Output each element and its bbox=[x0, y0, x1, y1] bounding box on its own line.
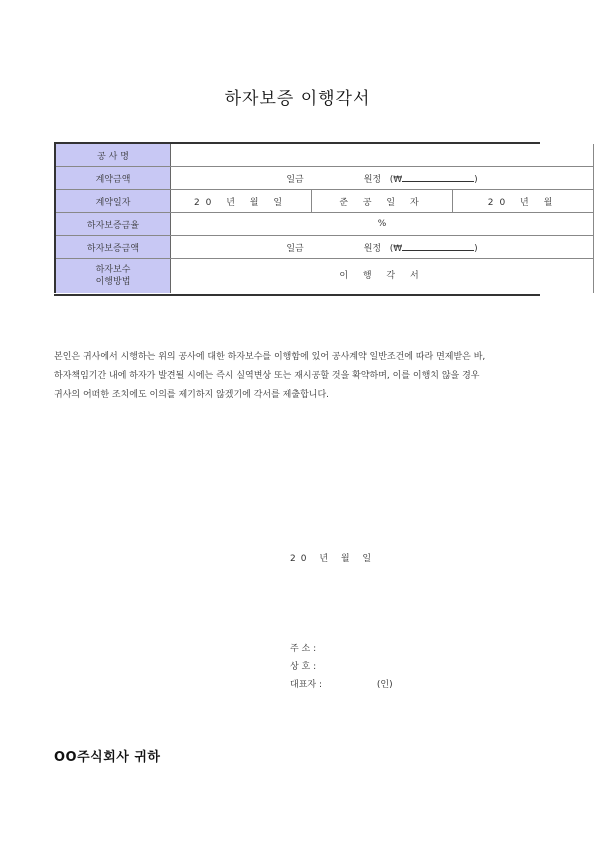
unit-ilgeum: 일금 bbox=[286, 174, 304, 185]
paren-close: ) bbox=[474, 174, 478, 185]
unit-ilgeum: 일금 bbox=[286, 243, 304, 254]
table-row bbox=[55, 236, 594, 259]
repair-method-field[interactable]: 이 행 각 서 bbox=[171, 259, 594, 294]
unit-wonjeong: 원정 bbox=[363, 174, 382, 185]
paren-close: ) bbox=[474, 243, 478, 254]
paren-open: (₩ bbox=[389, 174, 403, 185]
row-label-repair-method bbox=[55, 259, 171, 294]
document-title: 하자보증 이행각서 bbox=[224, 89, 371, 109]
guarantee-amount-field[interactable] bbox=[171, 236, 594, 259]
row-label-contract-amount: 계약금액 bbox=[55, 167, 171, 190]
row-label-project: 공 사 명 bbox=[55, 144, 171, 167]
unit-wonjeong: 원정 bbox=[363, 243, 382, 254]
table-row bbox=[55, 167, 594, 190]
company-line bbox=[290, 659, 316, 672]
body-paragraph: 본인은 귀사에서 시행하는 위의 공사에 대한 하자보수를 이행함에 있어 공사계약 일반조건에 따라 면제받은 바, 하자책임기간 내에 하자가 발견될 시에는 즉시 실역변상 또는 재시공할 것을 확약하며, 이를 이행치 않을 경우 귀사의 어떠한 조치에도 이의를 제기하지 않겠기에 각서를 제출합니다. bbox=[54, 352, 486, 400]
addressee: OO주식회사 귀하 bbox=[54, 750, 161, 765]
contract-amount-field[interactable] bbox=[171, 167, 594, 190]
paren-open: (₩ bbox=[389, 243, 403, 254]
table-row bbox=[55, 213, 594, 236]
label-line: 이행방법 bbox=[95, 277, 131, 287]
label-line: 하자보수 bbox=[95, 265, 131, 275]
project-name-field[interactable] bbox=[171, 144, 594, 167]
won-paren bbox=[364, 241, 478, 254]
won-paren bbox=[364, 172, 478, 185]
company-label: 상 호 : bbox=[290, 662, 317, 672]
representative-label: 대표자 : bbox=[290, 680, 322, 690]
representative-line bbox=[290, 677, 393, 690]
address-label: 주 소 : bbox=[290, 644, 317, 654]
table-row bbox=[55, 259, 594, 294]
table-row bbox=[55, 144, 594, 167]
contract-date-field[interactable]: 20 년 월 일 bbox=[171, 190, 312, 213]
completion-date-field[interactable]: 20 년 월 bbox=[453, 190, 594, 213]
amount-blank bbox=[402, 173, 474, 182]
address-line bbox=[290, 641, 316, 654]
seal-mark: (인) bbox=[376, 680, 393, 690]
row-label-guarantee-rate: 하자보증금율 bbox=[55, 213, 171, 236]
amount-blank bbox=[402, 242, 474, 251]
completion-date-label: 준 공 일 자 bbox=[312, 190, 453, 213]
info-table bbox=[54, 144, 594, 293]
row-label-contract-date: 계약일자 bbox=[55, 190, 171, 213]
date-line: 20 년 월 일 bbox=[290, 554, 377, 564]
row-label-guarantee-amount: 하자보증금액 bbox=[55, 236, 171, 259]
guarantee-rate-field[interactable]: % bbox=[171, 213, 594, 236]
info-table-frame bbox=[54, 142, 559, 296]
table-row bbox=[55, 190, 594, 213]
